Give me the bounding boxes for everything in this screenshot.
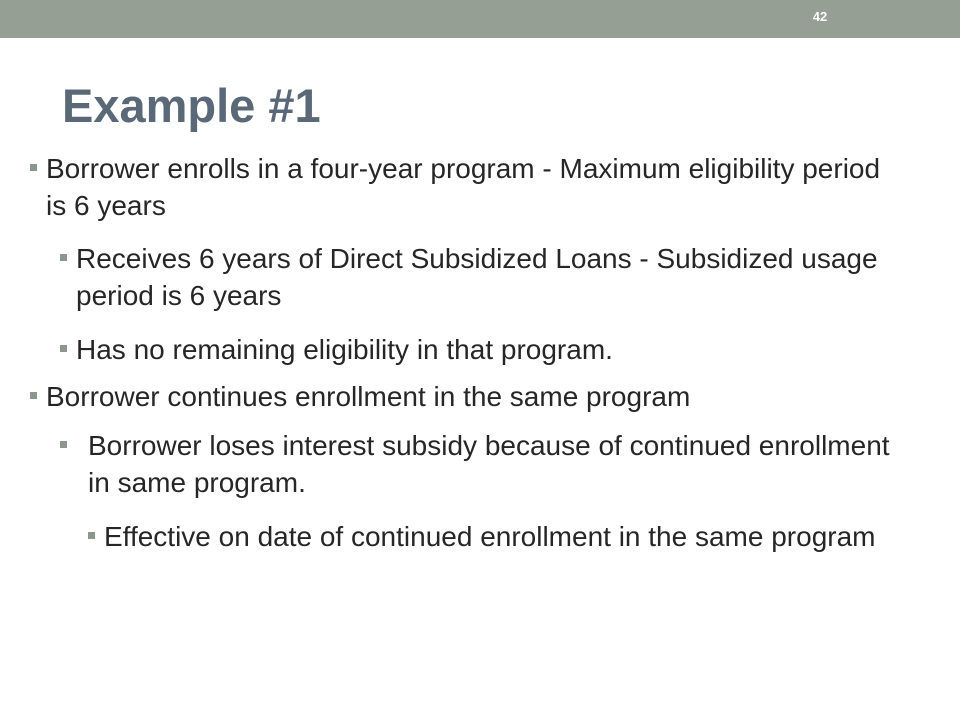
bullet-level1-enrolls xyxy=(46,150,896,224)
bullet-level2-loses-subsidy xyxy=(88,427,918,501)
bullet-text: Has no remaining eligibility in that program. xyxy=(76,334,613,365)
square-bullet-icon xyxy=(30,164,37,171)
bullet-text: Receives 6 years of Direct Subsidized Loans - Subsidized usage period is 6 years xyxy=(76,243,878,311)
bullet-level2-receives xyxy=(76,240,896,314)
bullet-level2-no-remaining xyxy=(76,331,896,368)
slide-number: 42 xyxy=(812,9,828,24)
bullet-text: Borrower enrolls in a four-year program - Maximum eligibility period is 6 years xyxy=(46,153,881,221)
square-bullet-icon xyxy=(60,254,67,261)
bullet-level3-effective xyxy=(104,518,934,555)
square-bullet-icon xyxy=(88,532,95,539)
bullet-text: Borrower continues enrollment in the same program xyxy=(46,381,691,412)
square-bullet-icon xyxy=(30,392,37,399)
bullet-text: Borrower loses interest subsidy because of continued enrollment in same program. xyxy=(88,430,890,498)
slide-top-bar xyxy=(0,0,960,38)
bullet-text: Effective on date of continued enrollment in the same program xyxy=(104,521,876,552)
bullet-level1-continues xyxy=(46,378,896,415)
slide-title: Example #1 xyxy=(62,79,321,132)
square-bullet-icon xyxy=(60,441,67,448)
square-bullet-icon xyxy=(60,345,67,352)
